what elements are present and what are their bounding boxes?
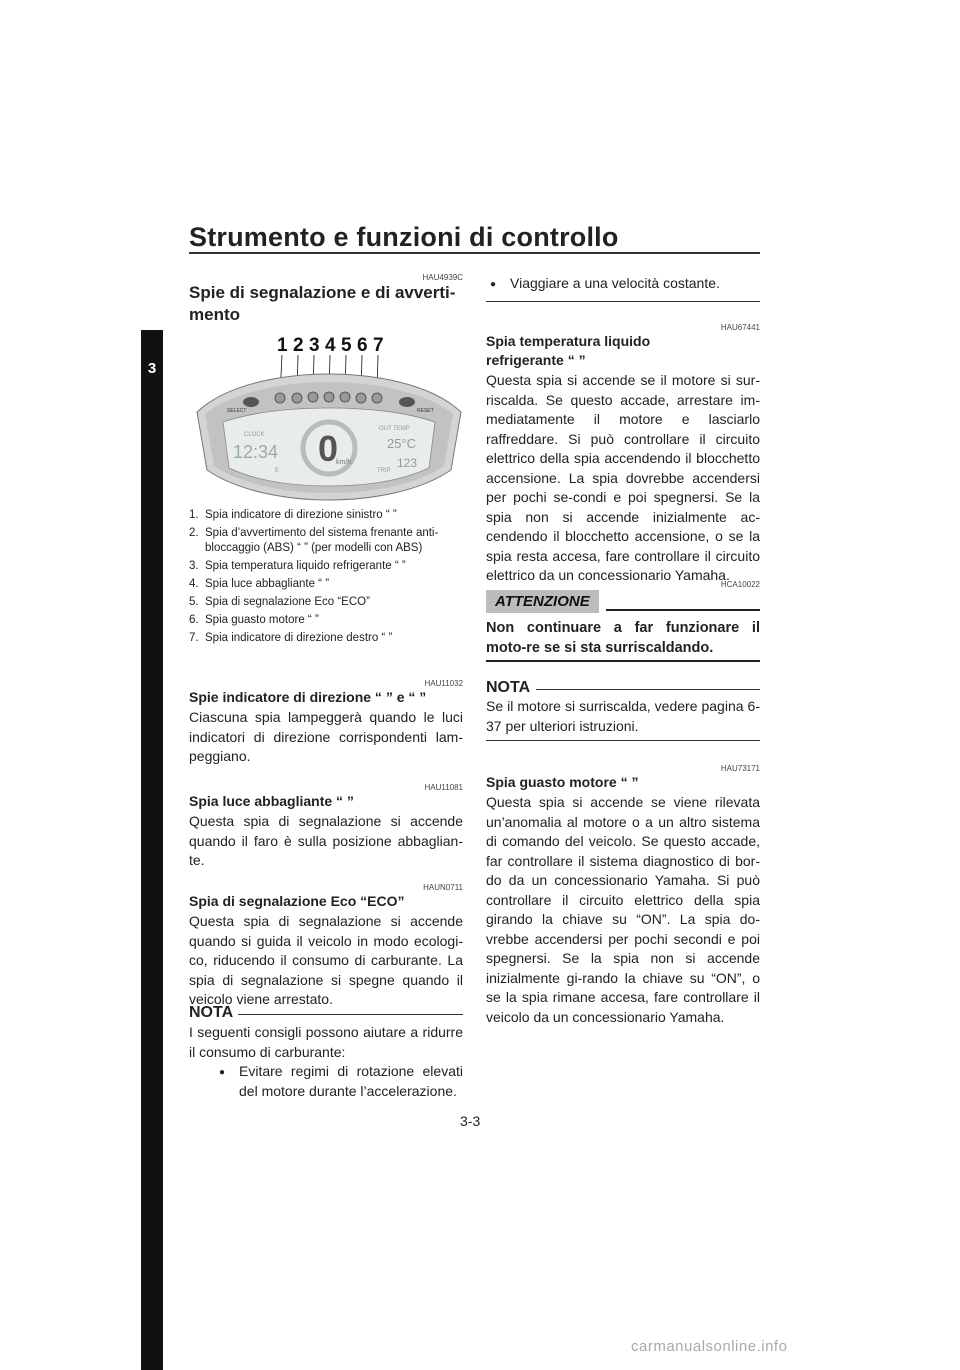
dashboard-figure xyxy=(189,330,469,505)
legend-item: 7. Spia indicatore di direzione destro “ ” xyxy=(189,632,393,644)
speed-value: 0 xyxy=(318,428,339,469)
eco-heading: Spia di segnalazione Eco “ECO” xyxy=(189,893,405,909)
chapter-number: 3 xyxy=(147,360,157,377)
legend-item: 1. Spia indicatore di direzione sinistro “ ” xyxy=(189,509,397,521)
engine-body: Questa spia si accende se viene rilevata un’anomalia al motore o a un altro sistema di comando del veicolo. Se questo accade, far controllare il sistema diagnostico di bor-do da un concessionario Yamaha. Si può controllare il circuito elettrico della spia girando la chiave su “ON”. La spia do-vrebbe accendersi per pochi secondi e poi spegnersi. Se la spia non si accende inizialmente gi-rando la chiave su “ON”, o se la spia rimane accesa, fare controllare il veicolo da un concessionario Yamaha. xyxy=(486,794,760,1025)
temp-label: OUT TEMP xyxy=(379,426,410,432)
trip-label: TRIP xyxy=(377,468,391,474)
temp-value: 25°C xyxy=(387,436,417,451)
attention-rule xyxy=(606,609,760,611)
odo-value: 123 xyxy=(397,456,418,470)
figure-number-1: 1 xyxy=(277,335,288,356)
figure-number-5: 5 xyxy=(341,335,352,356)
nota1-end-rule xyxy=(486,301,760,302)
reset-button xyxy=(399,397,415,407)
clock-label: CLOCK xyxy=(244,432,265,438)
speed-unit: km/h xyxy=(336,459,352,466)
title-rule xyxy=(189,252,760,254)
nota1-rule xyxy=(238,1014,463,1015)
nota1-label: NOTA xyxy=(189,1004,234,1021)
clock-value: 12:34 xyxy=(233,442,279,462)
figure-number-7: 7 xyxy=(373,335,384,356)
engine-code: HAU73171 xyxy=(720,764,760,773)
section-title-line1: Spie di segnalazione e di avverti- xyxy=(189,283,456,302)
turn-code: HAU11032 xyxy=(424,679,463,688)
coolant-heading-line1: Spia temperatura liquido xyxy=(486,333,651,349)
legend-item: 3. Spia temperatura liquido refrigerante “ ” xyxy=(189,560,406,572)
legend-item: 5. Spia di segnalazione Eco “ECO” xyxy=(189,596,370,608)
nota2-text: Se il motore si surriscalda, vedere pagina 6-37 per ulteriori istruzioni. xyxy=(486,698,760,734)
reset-label: RESET xyxy=(417,408,434,414)
figure-number-4: 4 xyxy=(325,335,336,356)
highbeam-heading: Spia luce abbagliante “ ” xyxy=(189,793,354,809)
watermark: carmanualsonline.info xyxy=(631,1338,788,1355)
highbeam-code: HAU11081 xyxy=(424,783,463,792)
select-button xyxy=(243,397,259,407)
section-title xyxy=(189,282,479,326)
figure-legend xyxy=(189,508,469,646)
figure-number-3: 3 xyxy=(309,335,320,356)
nota1-bullet: ● Evitare regimi di rotazione elevati del motore durante l’accelerazione. xyxy=(239,1062,463,1101)
section-code: HAU4939C xyxy=(422,273,463,282)
figure-number-6: 6 xyxy=(357,335,368,356)
turn-heading: Spie indicatore di direzione “ ” e “ ” xyxy=(189,689,427,705)
nota2-end-rule xyxy=(486,740,760,741)
select-label: SELECT xyxy=(227,408,247,414)
coolant-heading xyxy=(486,332,760,370)
eco-body: Questa spia di segnalazione si accende quando si guida il veicolo in modo ecologi-co, riducendo il consumo di carburante. La spia di segnalazione si spegne quando il veicolo viene arrestato. xyxy=(189,913,463,1007)
legend-item: 4. Spia luce abbagliante “ ” xyxy=(189,578,330,590)
coolant-body: Questa spia si accende se il motore si sur-riscalda. Se questo accade, arrestare im-mediatamente il motore e lasciarlo raffreddare. Si può controllare il circuito elettrico della spia accendendo il blocchetto accensione. La spia dovrebbe accendersi per pochi se-condi e poi spegnersi. Se la spia non si accende inizialmente ac-cendendo il blocchetto accensione, o se la spia resta accesa, fare controllare il circuito elettrico da un concessionario Yamaha. xyxy=(486,372,760,583)
highbeam-body: Questa spia di segnalazione si accende quando il faro è sulla posizione abbaglian-te. xyxy=(189,813,463,868)
page-title: Strumento e funzioni di controllo xyxy=(189,222,619,252)
nota1-intro: I seguenti consigli possono aiutare a ridurre il consumo di carburante: xyxy=(189,1024,463,1060)
legend-item: 2. Spia d’avvertimento del sistema frenante anti-bloccaggio (ABS) “ ” (per modelli con ABS) xyxy=(189,527,439,554)
eco-code: HAUN0711 xyxy=(423,883,463,892)
attention-text: Non continuare a far funzionare il moto-re se si sta surriscaldando. xyxy=(486,620,760,656)
figure-number-2: 2 xyxy=(293,335,304,356)
attention-code: HCA10022 xyxy=(720,580,760,589)
nota2-label: NOTA xyxy=(486,679,531,696)
coolant-heading-line2: refrigerante “ ” xyxy=(486,352,586,368)
nota1-bullet: ● Viaggiare a una velocità costante. xyxy=(510,274,760,294)
fuel-e: E xyxy=(275,468,280,474)
turn-body: Ciascuna spia lampeggerà quando le luci indicatori di direzione corrispondenti lam-peggiano. xyxy=(189,709,463,764)
nota2-rule xyxy=(536,689,760,690)
attention-label: ATTENZIONE xyxy=(486,590,599,613)
engine-heading: Spia guasto motore “ ” xyxy=(486,774,639,790)
chapter-tab xyxy=(141,330,163,1370)
attention-end-rule xyxy=(486,660,760,662)
page-number: 3-3 xyxy=(460,1113,481,1129)
legend-item: 6. Spia guasto motore “ ” xyxy=(189,614,319,626)
coolant-code: HAU67441 xyxy=(720,323,760,332)
section-title-line2: mento xyxy=(189,305,240,324)
